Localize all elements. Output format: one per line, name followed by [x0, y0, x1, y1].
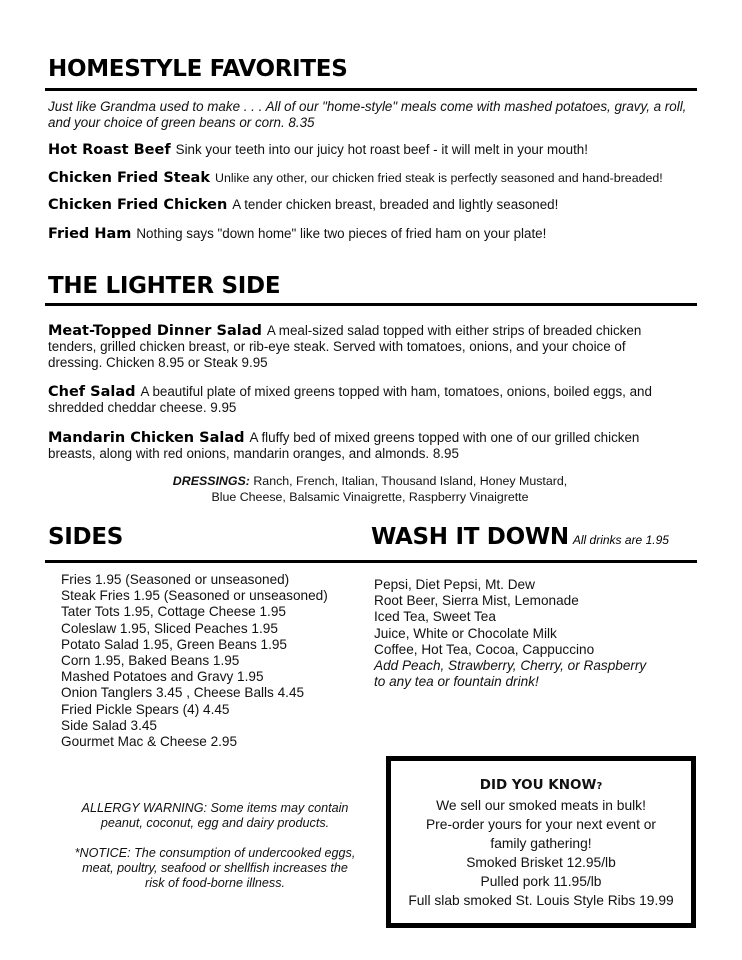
did-you-know-question-mark: ?: [596, 781, 603, 792]
dressings-line: Blue Cheese, Balsamic Vinaigrette, Raspberry Vinaigrette: [211, 489, 529, 504]
section-divider: [45, 303, 697, 306]
menu-item-name: Chicken Fried Chicken: [48, 197, 228, 213]
food-safety-notice: [50, 846, 380, 891]
list-item: Gourmet Mac & Cheese 2.95: [61, 734, 238, 750]
section-divider: [45, 88, 697, 91]
menu-item: [48, 226, 688, 242]
did-you-know-line: family gathering!: [490, 836, 592, 851]
list-item: Tater Tots 1.95, Cottage Cheese 1.95: [61, 604, 286, 620]
menu-item: [48, 197, 688, 213]
section-title-homestyle: HOMESTYLE FAVORITES: [48, 56, 348, 82]
list-item: Pepsi, Diet Pepsi, Mt. Dew: [374, 577, 535, 592]
allergy-line: peanut, coconut, egg and dairy products.: [100, 816, 330, 830]
list-item: Iced Tea, Sweet Tea: [374, 609, 496, 625]
section-divider: [45, 560, 697, 563]
menu-item-desc: A tender chicken breast, breaded and lightly seasoned!: [232, 197, 559, 212]
menu-item: [48, 430, 668, 462]
drinks-price-note: All drinks are 1.95: [572, 533, 669, 547]
menu-item-name: Hot Roast Beef: [48, 142, 171, 158]
list-item: Root Beer, Sierra Mist, Lemonade: [374, 593, 579, 609]
notice-line: risk of food-borne illness.: [145, 876, 285, 890]
menu-item-desc: Unlike any other, our chicken fried steak is perfectly seasoned and hand-breaded!: [215, 171, 663, 185]
menu-item-name: Chef Salad: [48, 384, 136, 400]
list-item: Coleslaw 1.95, Sliced Peaches 1.95: [61, 620, 278, 636]
did-you-know-line: We sell our smoked meats in bulk!: [436, 798, 646, 813]
list-item: Steak Fries 1.95 (Seasoned or unseasoned): [61, 588, 328, 604]
drinks-addon-note: to any tea or fountain drink!: [374, 674, 539, 690]
notice-line: meat, poultry, seafood or shellfish increases the: [82, 861, 348, 875]
allergy-warning: [50, 801, 380, 831]
did-you-know-box: [386, 756, 696, 928]
allergy-line: ALLERGY WARNING: Some items may contain: [81, 801, 349, 815]
list-item: Fried Pickle Spears (4) 4.45: [61, 701, 230, 717]
menu-item-name: Fried Ham: [48, 226, 132, 242]
menu-item: [48, 142, 688, 158]
menu-item: [48, 323, 668, 371]
notice-line: *NOTICE: The consumption of undercooked eggs,: [74, 846, 356, 860]
menu-item-desc: A beautiful plate of mixed greens topped with ham, tomatoes, onions, boiled eggs, and shredded cheddar cheese. 9.95: [48, 384, 652, 415]
list-item: Onion Tanglers 3.45 , Cheese Balls 4.45: [61, 685, 305, 701]
did-you-know-line: Pulled pork 11.95/lb: [480, 874, 602, 889]
section-title-sides: SIDES: [48, 524, 123, 550]
menu-item: [48, 384, 678, 416]
menu-item: [48, 170, 688, 186]
drinks-addon-note: Add Peach, Strawberry, Cherry, or Raspberry: [374, 658, 647, 674]
menu-item-desc: Nothing says "down home" like two pieces of fried ham on your plate!: [136, 226, 547, 241]
did-you-know-line: Smoked Brisket 12.95/lb: [466, 855, 616, 870]
menu-item-desc: A meal-sized salad topped with either strips of breaded chicken tenders, grilled chicken breast, or rib-eye steak. Served with tomatoes, onions, and your choice of dressing. Chicken 8.95 or Steak 9.95: [48, 323, 642, 370]
list-item: Coffee, Hot Tea, Cocoa, Cappuccino: [374, 641, 595, 657]
drinks-list: [374, 577, 646, 690]
dressings-line: Ranch, French, Italian, Thousand Island, Honey Mustard,: [253, 474, 568, 488]
list-item: Fries 1.95 (Seasoned or unseasoned): [61, 572, 290, 587]
drinks-title: WASH IT DOWN: [371, 524, 569, 550]
did-you-know-title: [391, 776, 691, 796]
menu-item-desc: Sink your teeth into our juicy hot roast beef - it will melt in your mouth!: [175, 142, 588, 157]
menu-item-name: Mandarin Chicken Salad: [48, 430, 245, 446]
menu-item-desc: A fluffy bed of mixed greens topped with one of our grilled chicken breasts, along with red onions, mandarin oranges, and almonds. 8.95: [48, 430, 640, 461]
section-title-drinks: [371, 524, 669, 550]
dressings-list: [100, 474, 640, 505]
did-you-know-line: Pre-order yours for your next event or: [425, 817, 657, 832]
menu-item-name: Chicken Fried Steak: [48, 170, 210, 186]
homestyle-intro: Just like Grandma used to make . . . All of our "home-style" meals come with mashed potatoes, gravy, a roll, and your choice of green beans or corn. 8.35: [48, 99, 687, 130]
did-you-know-title-text: DID YOU KNOW: [479, 777, 597, 793]
list-item: Side Salad 3.45: [61, 717, 157, 733]
list-item: Potato Salad 1.95, Green Beans 1.95: [61, 636, 287, 652]
section-title-lighter: THE LIGHTER SIDE: [48, 273, 281, 299]
list-item: Juice, White or Chocolate Milk: [374, 625, 557, 641]
list-item: Mashed Potatoes and Gravy 1.95: [61, 669, 264, 685]
sides-list: [61, 572, 328, 750]
menu-item-name: Meat-Topped Dinner Salad: [48, 323, 262, 339]
dressings-label: DRESSINGS:: [172, 474, 250, 488]
list-item: Corn 1.95, Baked Beans 1.95: [61, 653, 240, 669]
did-you-know-line: Full slab smoked St. Louis Style Ribs 19.99: [408, 893, 674, 908]
